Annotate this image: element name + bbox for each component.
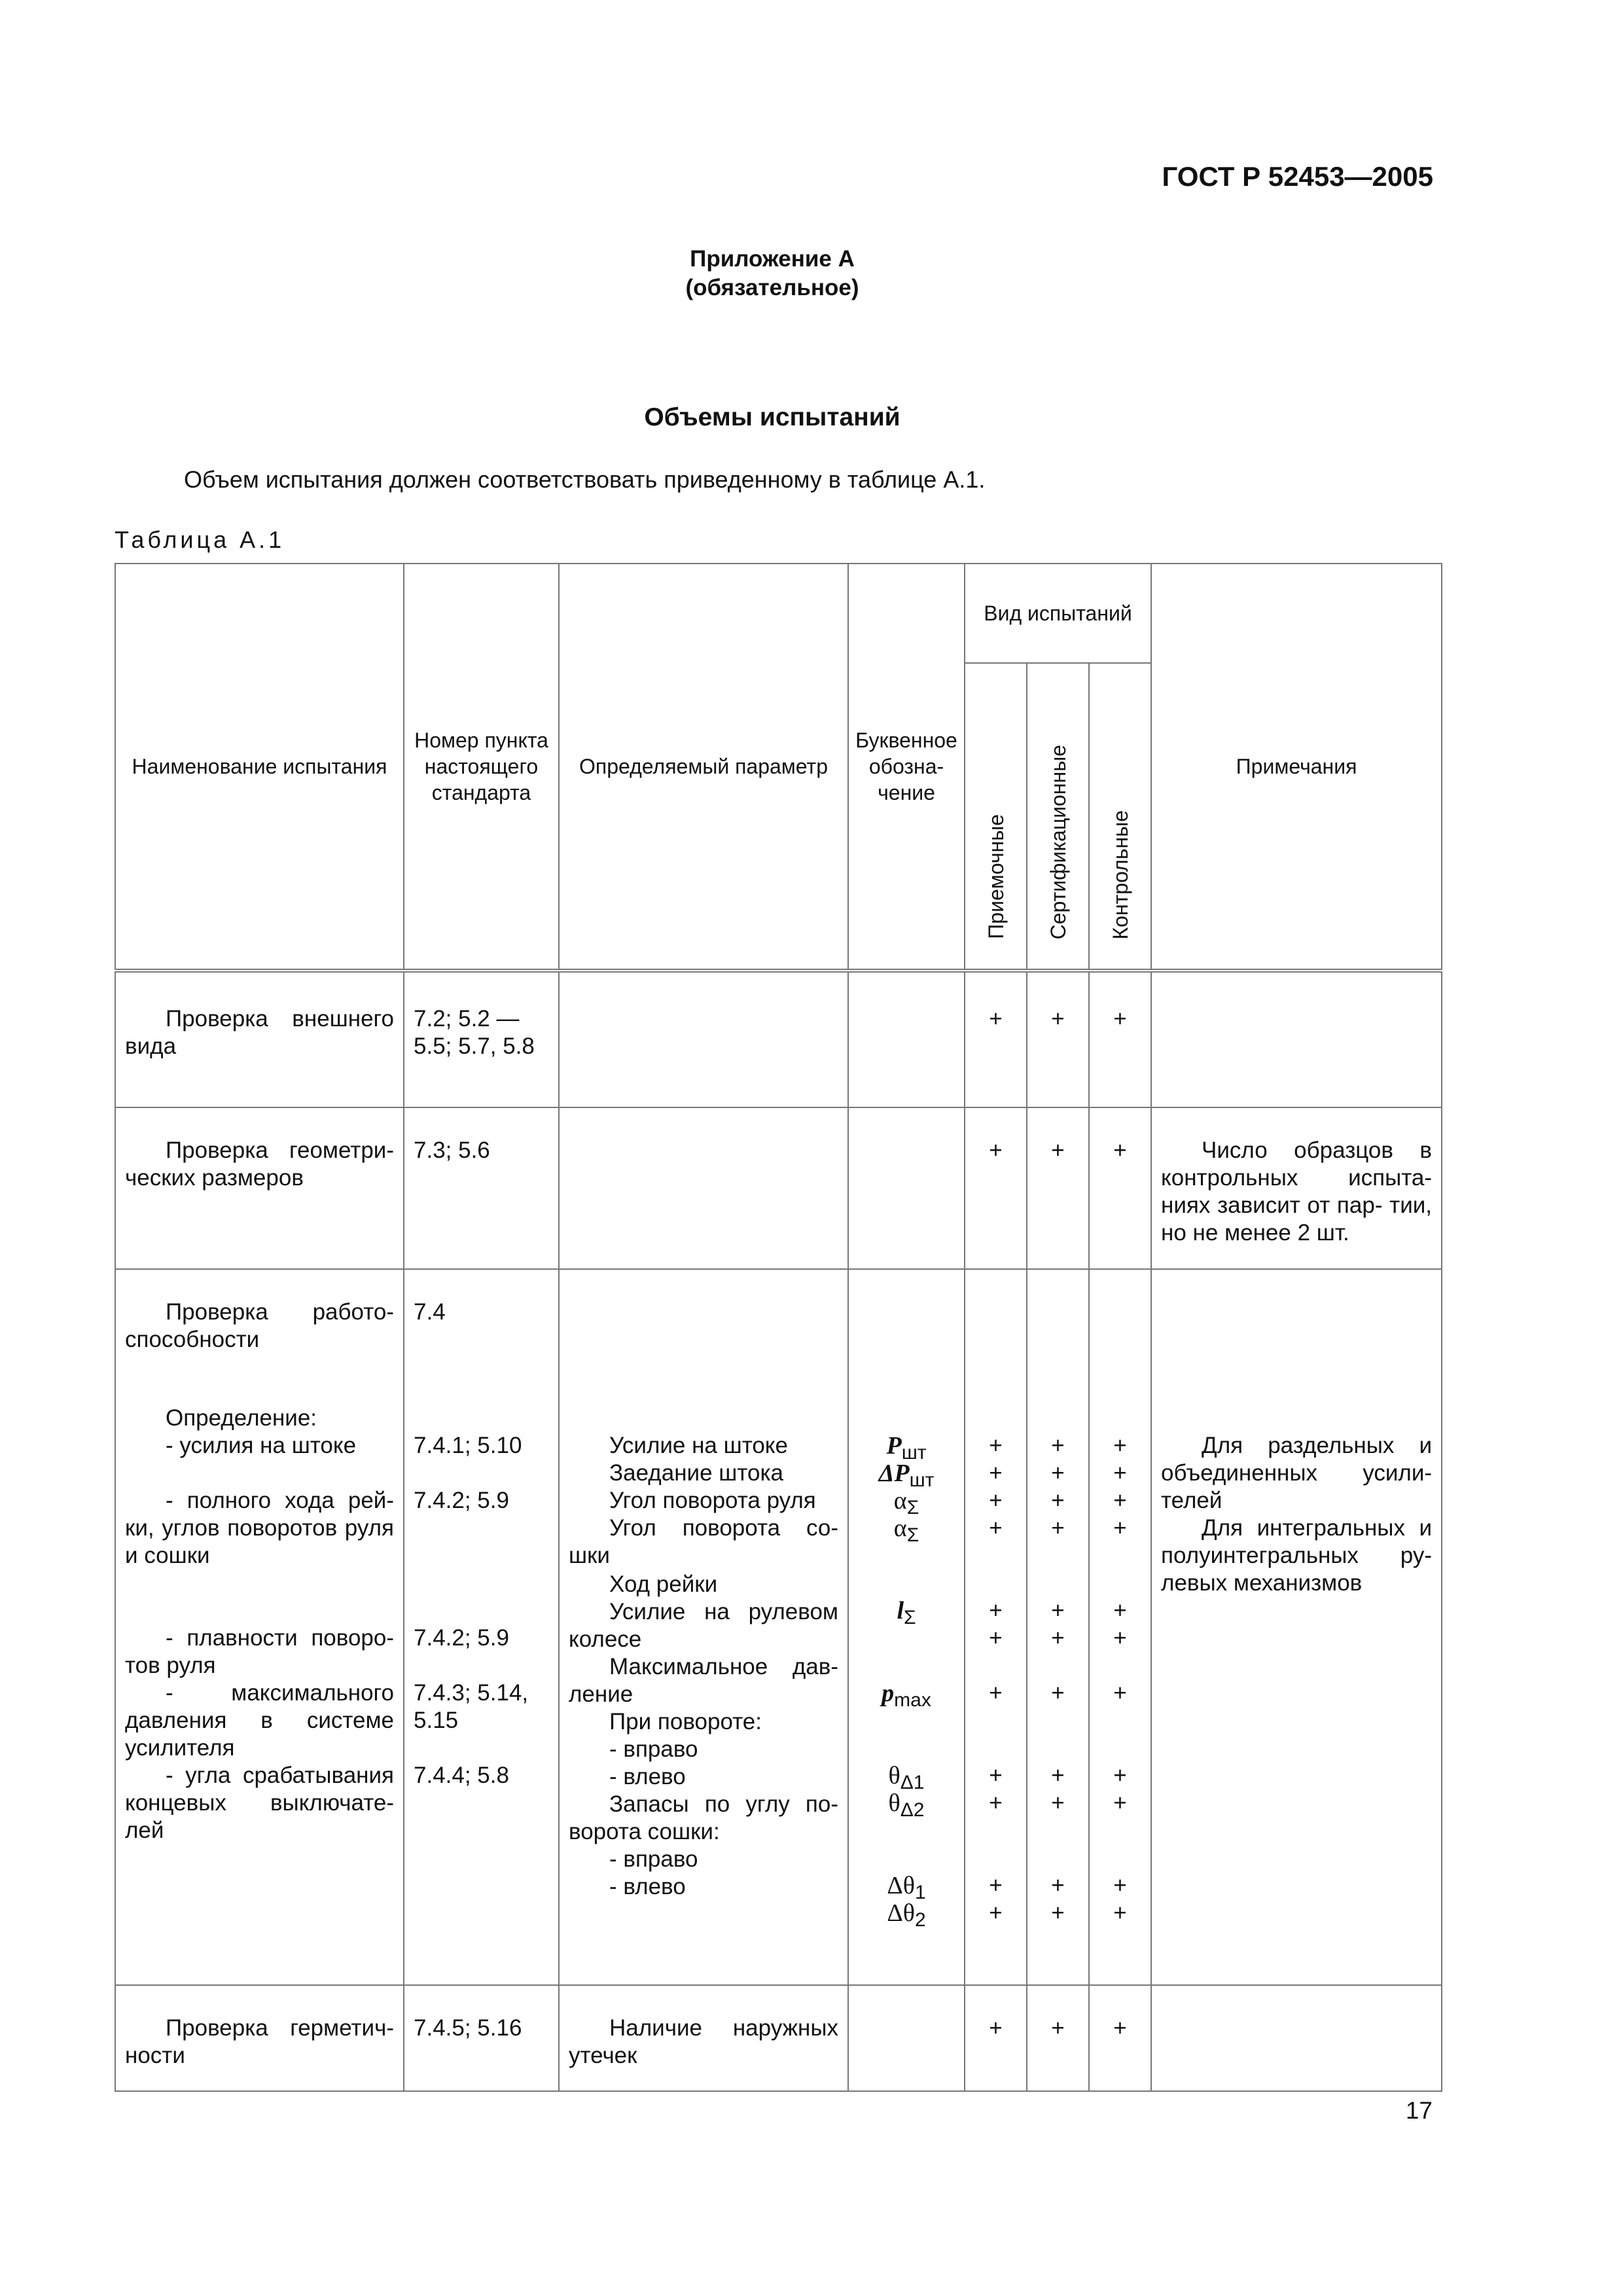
- parameter: - влево: [609, 1874, 686, 1899]
- mark-control: +: [1113, 1006, 1127, 1031]
- clause-number: 7.4.2; 5.9: [414, 1625, 509, 1651]
- standard-designation: ГОСТ Р 52453—2005: [1162, 161, 1433, 192]
- mark: +: [1113, 1900, 1127, 1926]
- intro-paragraph: Объем испытания должен соответствовать приведенному в таблице А.1.: [184, 466, 986, 493]
- symbol: $p_{max}$: [882, 1679, 931, 1711]
- parameter: - вправо: [609, 1736, 698, 1762]
- header-symbol: Буквенное обозна- чение: [848, 564, 965, 971]
- sub-test-name: - плавности поворо- тов руля: [125, 1625, 394, 1678]
- header-clause: Номер пункта настоящего стандарта: [404, 564, 559, 971]
- header-test-type: Вид испытаний: [965, 564, 1151, 663]
- mark: +: [989, 1790, 1003, 1816]
- parameter: Наличие наружных утечек: [569, 2015, 838, 2068]
- mark-control: +: [1113, 2015, 1127, 2041]
- mark: +: [989, 1488, 1003, 1513]
- header-name: Наименование испытания: [115, 564, 404, 971]
- mark-acceptance: +: [989, 2015, 1003, 2041]
- symbol-block: [849, 1270, 964, 1931]
- mark: +: [1113, 1790, 1127, 1816]
- mark: +: [1113, 1680, 1127, 1706]
- mark: +: [1051, 1763, 1065, 1788]
- appendix-block: [0, 245, 1544, 302]
- mark: +: [1051, 1790, 1065, 1816]
- mark: +: [989, 1598, 1003, 1623]
- table-row: [115, 1269, 1442, 1985]
- sub-test-name: - угла срабатывания концевых выключате- лей: [125, 1763, 394, 1843]
- marks-control: [1090, 1270, 1150, 1927]
- parameter: - влево: [609, 1764, 686, 1789]
- mark: +: [1113, 1873, 1127, 1898]
- appendix-title: Приложение А: [690, 246, 855, 272]
- mark: +: [989, 1873, 1003, 1898]
- mark: +: [1051, 1873, 1065, 1898]
- definition-label: Определение:: [166, 1405, 317, 1431]
- table-row: [115, 1985, 1442, 2091]
- test-name: Проверка герметич- ности: [125, 2015, 394, 2068]
- mark: +: [1113, 1598, 1127, 1623]
- parameter: Угол поворота со- шки: [569, 1515, 838, 1568]
- header-certification: Сертификационные: [1027, 663, 1089, 971]
- symbol: $l_\Sigma$: [897, 1597, 916, 1628]
- mark: +: [989, 1625, 1003, 1651]
- mark: +: [1051, 1488, 1065, 1513]
- symbol: $\alpha_\Sigma$: [893, 1515, 919, 1546]
- mark-acceptance: +: [989, 1006, 1003, 1031]
- header-parameter: Определяемый параметр: [559, 564, 848, 971]
- mark: +: [989, 1680, 1003, 1706]
- mark-certification: +: [1051, 2015, 1065, 2041]
- table-row: [115, 971, 1442, 1107]
- symbol: $\theta_{\Delta 2}$: [888, 1789, 925, 1821]
- clause-number: 7.2; 5.2 — 5.5; 5.7, 5.8: [414, 1006, 535, 1059]
- mark: +: [989, 1460, 1003, 1486]
- note-text: Число образцов в контрольных испыта- ниях зависит от пар- тии, но не менее 2 шт.: [1161, 1138, 1433, 1246]
- mark-certification: +: [1051, 1006, 1065, 1031]
- clause-number: 7.4.2; 5.9: [414, 1488, 509, 1513]
- sub-test-name: - усилия на штоке: [166, 1433, 357, 1458]
- sub-test-name: - максимального давления в системе усилителя: [125, 1680, 394, 1761]
- parameter: При повороте:: [609, 1709, 762, 1734]
- test-name: Проверка работо- способности: [125, 1299, 394, 1352]
- mark: +: [989, 1900, 1003, 1926]
- mark: +: [989, 1433, 1003, 1458]
- section-heading: Объемы испытаний: [644, 403, 901, 431]
- clause-number: 7.4.1; 5.10: [414, 1433, 522, 1458]
- marks-acceptance: [965, 1270, 1026, 1927]
- symbol: $\alpha_\Sigma$: [893, 1487, 919, 1518]
- mark: +: [1051, 1515, 1065, 1541]
- mark-certification: +: [1051, 1138, 1065, 1163]
- mark: +: [1113, 1488, 1127, 1513]
- mark-acceptance: +: [989, 1138, 1003, 1163]
- clause-number: 7.4: [414, 1299, 446, 1325]
- parameter: Запасы по углу по- ворота сошки:: [569, 1791, 838, 1844]
- appendix-status: (обязательное): [685, 275, 859, 300]
- test-name-block: [116, 1270, 403, 1844]
- header-control: Контрольные: [1089, 663, 1151, 971]
- test-name: Проверка геометри- ческих размеров: [125, 1138, 394, 1191]
- mark: +: [1051, 1900, 1065, 1926]
- test-name: Проверка внешнего вида: [125, 1006, 394, 1059]
- mark: +: [1113, 1433, 1127, 1458]
- header-notes: Примечания: [1151, 564, 1442, 971]
- mark: +: [1051, 1460, 1065, 1486]
- mark: +: [989, 1763, 1003, 1788]
- symbol: $\theta_{\Delta 1}$: [888, 1762, 925, 1793]
- table-header-row: [115, 564, 1442, 663]
- parameter: Ход рейки: [609, 1571, 718, 1597]
- note-text: Для раздельных и объединенных усили- телей: [1161, 1433, 1433, 1513]
- mark: +: [1113, 1515, 1127, 1541]
- parameter: Угол поворота руля: [609, 1488, 816, 1513]
- mark: +: [1051, 1680, 1065, 1706]
- mark: +: [1051, 1598, 1065, 1623]
- clause-number: 7.4.3; 5.14, 5.15: [414, 1680, 529, 1733]
- table-caption: Таблица А.1: [115, 526, 285, 553]
- tests-table: [115, 563, 1442, 2092]
- mark: +: [989, 1515, 1003, 1541]
- parameter: Усилие на штоке: [609, 1433, 788, 1458]
- parameter: Максимальное дав- ление: [569, 1654, 838, 1707]
- clause-number: 7.4.4; 5.8: [414, 1763, 509, 1788]
- mark: +: [1051, 1625, 1065, 1651]
- sub-test-name: - полного хода рей- ки, углов поворотов руля и сошки: [125, 1488, 394, 1568]
- symbol: $\Delta\theta_1$: [887, 1872, 926, 1903]
- symbol: $P_{шт}$: [886, 1432, 927, 1463]
- header-acceptance: Приемочные: [965, 663, 1027, 971]
- mark: +: [1113, 1625, 1127, 1651]
- notes-block: [1152, 1270, 1441, 1597]
- mark: +: [1113, 1763, 1127, 1788]
- clause-block: [404, 1270, 558, 1789]
- parameter: Заедание штока: [609, 1460, 783, 1486]
- mark: +: [1051, 1433, 1065, 1458]
- parameter-block: [560, 1270, 847, 1901]
- clause-number: 7.4.5; 5.16: [414, 2015, 522, 2041]
- parameter: Усилие на рулевом колесе: [569, 1599, 838, 1652]
- mark-control: +: [1113, 1138, 1127, 1163]
- mark: +: [1113, 1460, 1127, 1486]
- symbol: $\Delta\theta_2$: [887, 1899, 926, 1931]
- symbol: $\Delta P_{шт}$: [878, 1460, 935, 1491]
- page-number: 17: [1405, 2097, 1433, 2124]
- parameter: - вправо: [609, 1846, 698, 1872]
- note-text: Для интегральных и полуинтегральных ру- левых механизмов: [1161, 1515, 1433, 1596]
- marks-certification: [1027, 1270, 1088, 1927]
- table-row: [115, 1107, 1442, 1269]
- clause-number: 7.3; 5.6: [414, 1138, 490, 1163]
